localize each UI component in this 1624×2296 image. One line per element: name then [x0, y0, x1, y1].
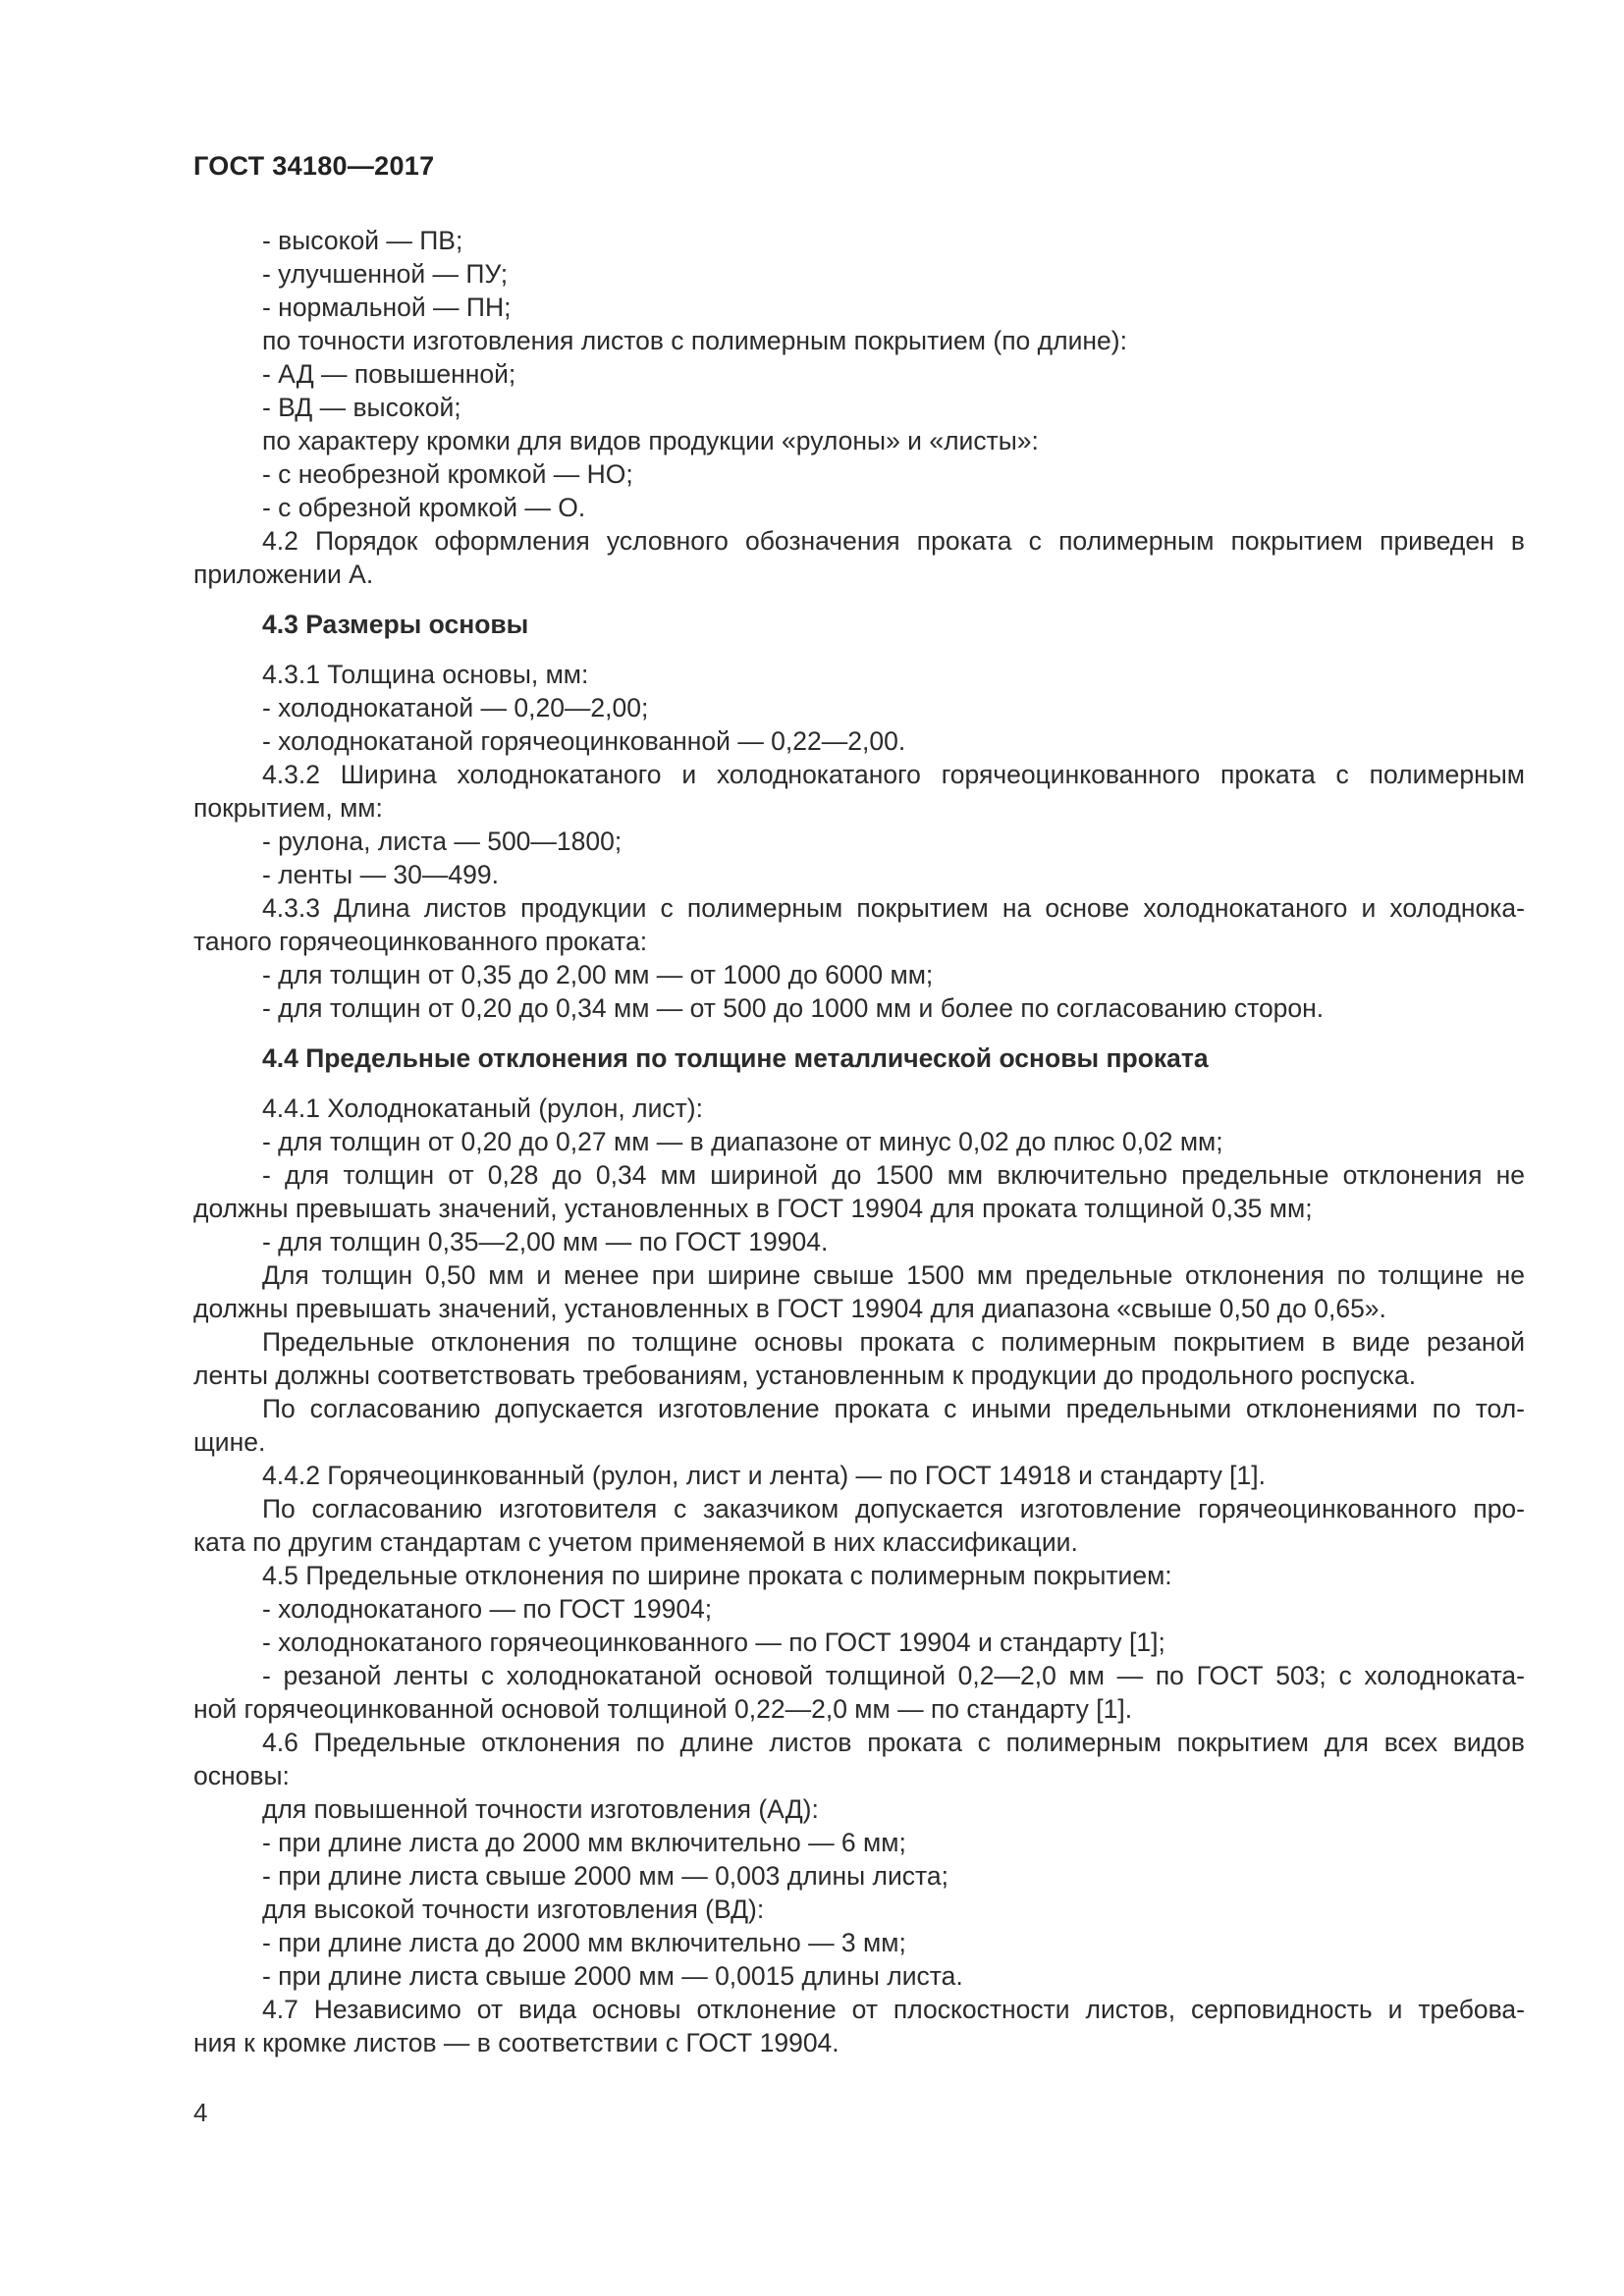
text-line: 4.3.1 Толщина основы, мм: [262, 660, 589, 689]
text-line: для повышенной точности изготовления (АД): [262, 1794, 819, 1824]
text-line: - при длине листа до 2000 мм включительно — 3 мм; [262, 1928, 906, 1957]
spacer [193, 641, 1525, 658]
text-line: - с обрезной кромкой — О. [262, 493, 586, 522]
text-line: - при длине листа до 2000 мм включительно — 6 мм; [262, 1828, 906, 1857]
text-line: 4.5 Предельные отклонения по ширине проката с полимерным покрытием: [262, 1561, 1172, 1590]
text-line: - для толщин от 0,35 до 2,00 мм — от 1000 до 6000 мм; [262, 960, 934, 989]
text-line: 4.4.1 Холоднокатаный (рулон, лист): [262, 1094, 703, 1123]
text-line: покрытием, мм: [193, 793, 383, 823]
text-line: 4.7 Независимо от вида основы отклонение от плоскостности листов, серповидность и требова- [262, 1995, 1525, 2024]
text-line: по характеру кромки для видов продукции «рулоны» и «листы»: [262, 426, 1039, 455]
spacer [193, 1025, 1525, 1041]
text-line: должны превышать значений, установленных в ГОСТ 19904 для диапазона «свыше 0,50 до 0,65». [193, 1294, 1386, 1323]
text-line: - холоднокатаного горячеоцинкованного — по ГОСТ 19904 и стандарту [1]; [262, 1628, 1165, 1657]
text-line: - высокой — ПВ; [262, 226, 463, 255]
text-line: 4.4.2 Горячеоцинкованный (рулон, лист и лента) — по ГОСТ 14918 и стандарту [1]. [262, 1461, 1267, 1490]
text-line: ката по другим стандартам с учетом применяемой в них классификации. [193, 1527, 1078, 1557]
text-line: - холоднокатаной горячеоцинкованной — 0,22—2,00. [262, 726, 906, 756]
text-line: для высокой точности изготовления (ВД): [262, 1895, 765, 1924]
text-line: - ВД — высокой; [262, 393, 461, 422]
text-line: Предельные отклонения по толщине основы проката с полимерным покрытием в виде резаной [262, 1327, 1525, 1357]
text-line: Для толщин 0,50 мм и менее при ширине свыше 1500 мм предельные отклонения по толщине не [262, 1260, 1525, 1290]
text-line: По согласованию изготовителя с заказчиком допускается изготовление горячеоцинкованного про- [262, 1494, 1525, 1523]
text-line: 4.3.3 Длина листов продукции с полимерным покрытием на основе холоднокатаного и холоднока- [262, 893, 1525, 923]
document-header: ГОСТ 34180—2017 [193, 151, 435, 181]
text-line: - резаной ленты с холоднокатаной основой толщиной 0,2—2,0 мм — по ГОСТ 503; с холодноката- [262, 1661, 1525, 1690]
text-line: - для толщин от 0,28 до 0,34 мм шириной до 1500 мм включительно предельные отклонения не [262, 1160, 1525, 1190]
text-line: ленты должны соответствовать требованиям, установленным к продукции до продольного роспуска. [193, 1361, 1417, 1390]
text-line: - ленты — 30—499. [262, 860, 499, 889]
spacer [193, 1075, 1525, 1092]
text-line: щине. [193, 1427, 266, 1457]
text-line: - с необрезной кромкой — НО; [262, 459, 633, 489]
text-line: - улучшенной — ПУ; [262, 259, 509, 289]
text-line: таного горячеоцинкованного проката: [193, 927, 648, 956]
text-line: - для толщин от 0,20 до 0,27 мм — в диапазоне от минус 0,02 до плюс 0,02 мм; [262, 1127, 1223, 1156]
text-line: ния к кромке листов — в соответствии с ГОСТ 19904. [193, 2028, 839, 2057]
page-number: 4 [193, 2098, 208, 2127]
text-line: - нормальной — ПН; [262, 293, 512, 322]
text-line: - при длине листа свыше 2000 мм — 0,003 длины листа; [262, 1861, 948, 1891]
text-line: должны превышать значений, установленных в ГОСТ 19904 для проката толщиной 0,35 мм; [193, 1194, 1313, 1223]
text-line: 4.2 Порядок оформления условного обозначения проката с полимерным покрытием приведен в [262, 526, 1525, 556]
text-line: - для толщин 0,35—2,00 мм — по ГОСТ 19904. [262, 1227, 829, 1256]
text-line: - АД — повышенной; [262, 359, 516, 389]
text-line: - для толщин от 0,20 до 0,34 мм — от 500 до 1000 мм и более по согласованию сторон. [262, 993, 1325, 1023]
text-line: 4.3.2 Ширина холоднокатаного и холоднокатаного горячеоцинкованного проката с полимерным [262, 760, 1525, 789]
text-line: - при длине листа свыше 2000 мм — 0,0015 длины листа. [262, 1961, 963, 1991]
text-line: - холоднокатаного — по ГОСТ 19904; [262, 1594, 713, 1624]
spacer [193, 591, 1525, 608]
text-line: основы: [193, 1761, 290, 1790]
text-line: По согласованию допускается изготовление проката с иными предельными отклонениями по тол- [262, 1394, 1525, 1423]
text-line: 4.6 Предельные отклонения по длине листов проката с полимерным покрытием для всех видов [262, 1728, 1525, 1757]
document-body [193, 224, 1525, 2059]
section-heading: 4.4 Предельные отклонения по толщине металлической основы проката [262, 1043, 1209, 1073]
section-heading: 4.3 Размеры основы [262, 610, 529, 639]
text-line: - холоднокатаной — 0,20—2,00; [262, 693, 649, 722]
text-line: приложении А. [193, 560, 374, 589]
text-line: - рулона, листа — 500—1800; [262, 827, 623, 856]
text-line: ной горячеоцинкованной основой толщиной 0,22—2,0 мм — по стандарту [1]. [193, 1694, 1133, 1724]
text-line: по точности изготовления листов с полимерным покрытием (по длине): [262, 326, 1127, 355]
